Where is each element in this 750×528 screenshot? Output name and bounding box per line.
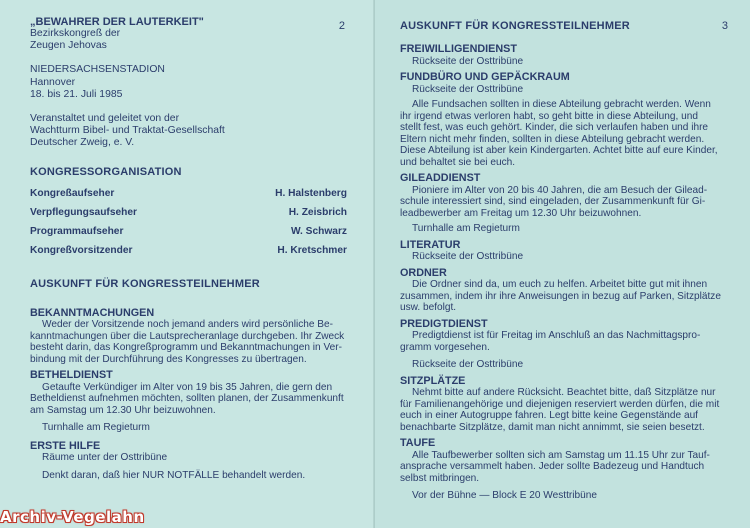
section-title: FUNDBÜRO UND GEPÄCKRAUM xyxy=(400,71,570,83)
org-list xyxy=(30,184,347,260)
body-line: Nehmt bitte auf andere Rücksicht. Beachtet bitte, daß Sitzplätze nur xyxy=(412,387,716,398)
section-taufe xyxy=(400,437,728,502)
note-line: Denkt daran, daß hier NUR NOTFÄLLE behandelt werden. xyxy=(42,469,306,481)
location-line: Rückseite der Osttribüne xyxy=(412,55,524,67)
body-line: Pioniere im Alter von 20 bis 40 Jahren, die am Besuch der Gilead- xyxy=(412,184,708,196)
org-role: Verpflegungsaufseher xyxy=(30,206,137,218)
org-person: H. Halstenberg xyxy=(275,187,347,199)
location-line: Vor der Bühne — Block E 20 Westtribüne xyxy=(412,490,597,501)
body-line: benachbarte Sitzplätze, damit man nicht annimmt, sie seien besetzt. xyxy=(400,421,705,433)
event-title: „BEWAHRER DER LAUTERKEIT" xyxy=(30,16,204,28)
section-erste-hilfe xyxy=(30,440,347,482)
section-title: BETHELDIENST xyxy=(30,369,113,382)
page-number-left: 2 xyxy=(338,20,345,32)
body-line: stellt fest, was euch gehört. Kinder, die sich verlaufen haben und ihre xyxy=(400,122,709,133)
section-fundbuero xyxy=(400,71,728,168)
body-line: Alle Fundsachen sollten in diese Abteilung gebracht werden. Wenn xyxy=(412,99,711,110)
page-number-right: 3 xyxy=(721,20,728,32)
info-heading-right: AUSKUNFT FÜR KONGRESSTEILNEHMER xyxy=(400,20,630,32)
body-line: am Samstag um 12.30 Uhr beizuwohnen. xyxy=(30,404,216,416)
section-literatur xyxy=(400,239,728,263)
body-line: gramm vorgesehen. xyxy=(400,341,490,353)
section-freiwilligendienst xyxy=(400,43,728,67)
body-line: Eltern nicht mehr finden, sollten in diese Abteilung gebracht werden. xyxy=(400,133,705,145)
org-person: H. Kretschmer xyxy=(277,244,347,256)
org-role: Kongreßvorsitzender xyxy=(30,244,133,256)
section-ordner xyxy=(400,267,728,314)
location-line: Turnhalle am Regieturm xyxy=(412,223,520,234)
venue-city: Hannover xyxy=(30,76,76,88)
body-line: Weder der Vorsitzende noch jemand anders wird persönliche Be- xyxy=(42,319,334,331)
body-line: leadbewerber am Freitag um 12.30 Uhr beizuwohnen. xyxy=(400,207,642,219)
body-line: euch in einer Autogruppe fahren. Legt bitte keine Gegenstände auf xyxy=(400,410,698,421)
venue-dates: 18. bis 21. Juli 1985 xyxy=(30,88,123,100)
section-predigtdienst xyxy=(400,318,728,371)
venue-block xyxy=(30,64,347,101)
body-line: für Familienangehörige und diejenigen reserviert werden dürfen, die mit xyxy=(400,398,720,410)
body-line: Getaufte Verkündiger im Alter von 19 bis 35 Jahren, die gern den xyxy=(42,381,333,393)
section-gileaddienst xyxy=(400,172,728,235)
section-title: GILEADDIENST xyxy=(400,172,481,184)
location-line: Rückseite der Osttribüne xyxy=(412,251,524,262)
section-title: PREDIGTDIENST xyxy=(400,317,488,330)
section-title: ORDNER xyxy=(400,266,447,279)
body-line: ihr irgend etwas verloren habt, so geht bitte in diese Abteilung, und xyxy=(400,110,698,122)
body-line: ansprache versammelt haben. Jeder sollte Badezeug und Handtuch xyxy=(400,461,705,472)
org-person: H. Zeisbrich xyxy=(288,206,347,218)
body-line: und behaltet sie bei euch. xyxy=(400,156,516,168)
body-line: zusammen, indem ihr ihre Anweisungen in bezug auf Parken, Sitzplätze xyxy=(400,290,721,302)
organizer-block xyxy=(30,113,347,150)
event-subtitle-2: Zeugen Jehovas xyxy=(30,40,107,52)
org-role: Programmaufseher xyxy=(30,225,124,237)
body-line: kanntmachungen über die Lautsprecheranlage durchgeben. Ihr Zweck xyxy=(30,330,345,342)
section-sitzplaetze xyxy=(400,375,728,434)
section-title: BEKANNTMACHUNGEN xyxy=(30,306,155,319)
org-row xyxy=(30,184,347,203)
section-title: LITERATUR xyxy=(400,238,461,251)
body-line: selbst mitbringen. xyxy=(400,472,480,484)
section-betheldienst xyxy=(30,369,347,434)
organizer-line-2: Wachtturm Bibel- und Traktat-Gesellschaft xyxy=(30,125,225,137)
body-line: Die Ordner sind da, um euch zu helfen. Arbeitet bitte gut mit ihnen xyxy=(412,279,708,290)
venue-name: NIEDERSACHSENSTADION xyxy=(30,64,165,76)
organizer-line-1: Veranstaltet und geleitet von der xyxy=(30,113,180,125)
right-page xyxy=(375,0,750,528)
location-line: Turnhalle am Regieturm xyxy=(42,422,150,434)
org-role: Kongreßaufseher xyxy=(30,187,115,199)
body-line: bindung mit der Durchführung des Kongresses zu übertragen. xyxy=(30,353,307,365)
org-heading: KONGRESSORGANISATION xyxy=(30,165,182,178)
org-row xyxy=(30,222,347,241)
org-row xyxy=(30,203,347,222)
org-person: W. Schwarz xyxy=(290,225,347,237)
event-subtitle-1: Bezirkskongreß der xyxy=(30,28,121,39)
section-title: TAUFE xyxy=(400,437,436,449)
org-row xyxy=(30,241,347,260)
body-line: usw. befolgt. xyxy=(400,302,457,313)
event-header xyxy=(30,16,347,52)
body-line: schule interessiert sind, sind eingeladen, der Zusammenkunft für Gi- xyxy=(400,196,706,207)
section-bekanntmachungen xyxy=(30,307,347,366)
section-title: FREIWILLIGENDIENST xyxy=(400,43,517,55)
body-line: besteht darin, das Kongreßprogramm und Bekanntmachungen in Ver- xyxy=(30,342,342,354)
body-line: Diese Abteilung ist aber kein Kindergarten. Achtet bitte auf eure Kinder, xyxy=(400,145,718,156)
body-line: Betheldienst aufnehmen möchten, sollten planen, der Zusammenkunft xyxy=(30,393,344,405)
info-heading-left: AUSKUNFT FÜR KONGRESSTEILNEHMER xyxy=(30,277,260,290)
organizer-line-3: Deutscher Zweig, e. V. xyxy=(30,137,135,149)
archive-watermark: Archiv-Vegelahn xyxy=(0,508,145,526)
location-line: Rückseite der Osttribüne xyxy=(412,83,524,95)
section-title: ERSTE HILFE xyxy=(30,439,101,452)
location-line: Rückseite der Osttribüne xyxy=(412,359,524,370)
body-line: Predigtdienst ist für Freitag im Anschluß an das Nachmittagspro- xyxy=(412,330,701,341)
location-line: Räume unter der Osttribüne xyxy=(42,452,168,464)
body-line: Alle Taufbewerber sollten sich am Samstag um 11.15 Uhr zur Tauf- xyxy=(412,449,710,461)
section-title: SITZPLÄTZE xyxy=(400,374,466,387)
